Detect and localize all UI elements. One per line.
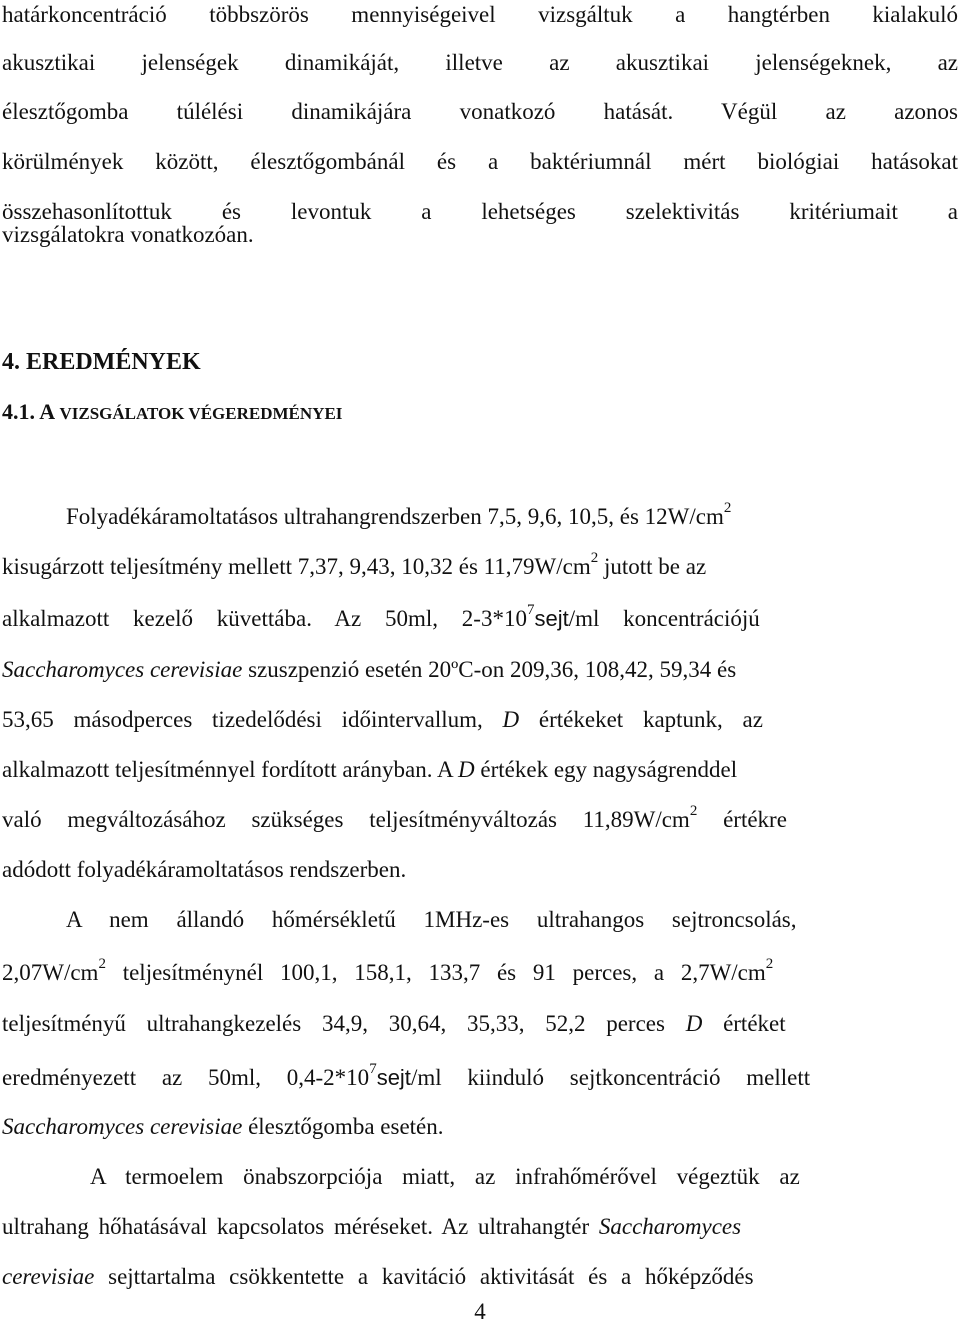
text-line: körülmények között, élesztőgombánál és a baktériumnál mért biológiai hatásokat [2, 149, 958, 174]
text-line [2, 755, 958, 785]
unit-text: sejt [376, 1065, 411, 1090]
text-line: A nem állandó hőmérsékletű 1MHz-es ultrahangos sejtroncsolás, [66, 907, 797, 932]
text-line: adódott folyadékáramoltatásos rendszerben. [2, 857, 407, 882]
text-line [2, 1009, 958, 1039]
species-name: cerevisiae [2, 1264, 95, 1289]
text-line [2, 705, 958, 735]
text-line: határkoncentráció többszörös mennyiségeivel vizsgáltuk a hangtérben kialakuló [2, 2, 958, 27]
text-span: Folyadékáramoltatásos ultrahangrendszerben 7,5, 9,6, 10,5, és 12W/cm [66, 504, 724, 529]
text-span: /ml koncentrációjú [568, 606, 760, 631]
superscript: 2 [689, 803, 698, 819]
text-span: értékre [697, 807, 787, 832]
subsection-number: 4.1. A [2, 399, 54, 424]
species-name: Saccharomyces cerevisiae [2, 657, 243, 682]
text-span: értéket [702, 1011, 786, 1036]
text-span: sejttartalma csökkentette a kavitáció aktivitását és a hőképződés [94, 1264, 754, 1289]
page-number: 4 [474, 1299, 486, 1324]
text-span: értékeket kaptunk, az [519, 707, 763, 732]
text-line [2, 1212, 958, 1242]
text-line [2, 604, 958, 637]
text-span: szuszpenzió esetén 20ºC-on 209,36, 108,42, 59,34 és [242, 657, 737, 682]
text-span: teljesítményű ultrahangkezelés 34,9, 30,64, 35,33, 52,2 perces [2, 1011, 686, 1036]
text-span: élesztőgomba esetén. [242, 1114, 444, 1139]
species-name: Saccharomyces cerevisiae [2, 1114, 243, 1139]
text-line [2, 655, 958, 685]
subsection-title: VIZSGÁLATOK VÉGEREDMÉNYEI [59, 404, 343, 423]
text-line [2, 1063, 958, 1096]
species-name: Saccharomyces [598, 1214, 742, 1239]
text-line [2, 1262, 958, 1292]
unit-text: sejt [534, 606, 569, 631]
text-line [2, 502, 958, 535]
superscript: 7 [526, 602, 535, 618]
italic-symbol: D [458, 757, 475, 782]
text-line: élesztőgomba túlélési dinamikájára vonatkozó hatását. Végül az azonos [2, 99, 958, 124]
text-span: teljesítménynél 100,1, 158,1, 133,7 és 91 perces, a 2,7W/cm [105, 960, 766, 985]
text-span: 53,65 másodperces tizedelődési időintervallum, [2, 707, 503, 732]
text-span: /ml kiinduló sejtkoncentráció mellett [410, 1065, 811, 1090]
text-line: vizsgálatokra vonatkozóan. [2, 222, 254, 247]
text-span: jutott be az [598, 554, 707, 579]
text-line [2, 552, 958, 585]
section-heading: 4. EREDMÉNYEK [2, 349, 201, 375]
superscript: 2 [765, 956, 774, 972]
text-span: ultrahang hőhatásával kapcsolatos méréseket. Az ultrahangtér [2, 1214, 599, 1239]
text-span: kisugárzott teljesítmény mellett 7,37, 9,43, 10,32 és 11,79W/cm [2, 554, 591, 579]
superscript: 2 [590, 550, 599, 566]
superscript: 2 [723, 500, 732, 516]
text-span: alkalmazott teljesítménnyel fordított arányban. A [2, 757, 459, 782]
text-span: 2,07W/cm [2, 960, 99, 985]
text-line: akusztikai jelenségek dinamikáját, illetve az akusztikai jelenségeknek, az [2, 50, 958, 75]
text-line: A termoelem önabszorpciója miatt, az infrahőmérővel végeztük az [90, 1164, 800, 1189]
text-span: való megváltozásához szükséges teljesítményváltozás 11,89W/cm [2, 807, 690, 832]
text-span: eredményezett az 50ml, 0,4-2*10 [2, 1065, 370, 1090]
italic-symbol: D [685, 1011, 703, 1036]
superscript: 2 [98, 956, 106, 972]
text-span: értékek egy nagyságrenddel [474, 757, 738, 782]
text-line [2, 1112, 958, 1142]
text-span: alkalmazott kezelő küvettába. Az 50ml, 2-3*10 [2, 606, 527, 631]
subsection-heading [2, 397, 958, 429]
text-line [2, 958, 958, 991]
text-line [2, 805, 958, 838]
italic-symbol: D [502, 707, 520, 732]
superscript: 7 [369, 1061, 377, 1077]
text-line: összehasonlítottuk és levontuk a lehetséges szelektivitás kritériumait a [2, 199, 958, 224]
